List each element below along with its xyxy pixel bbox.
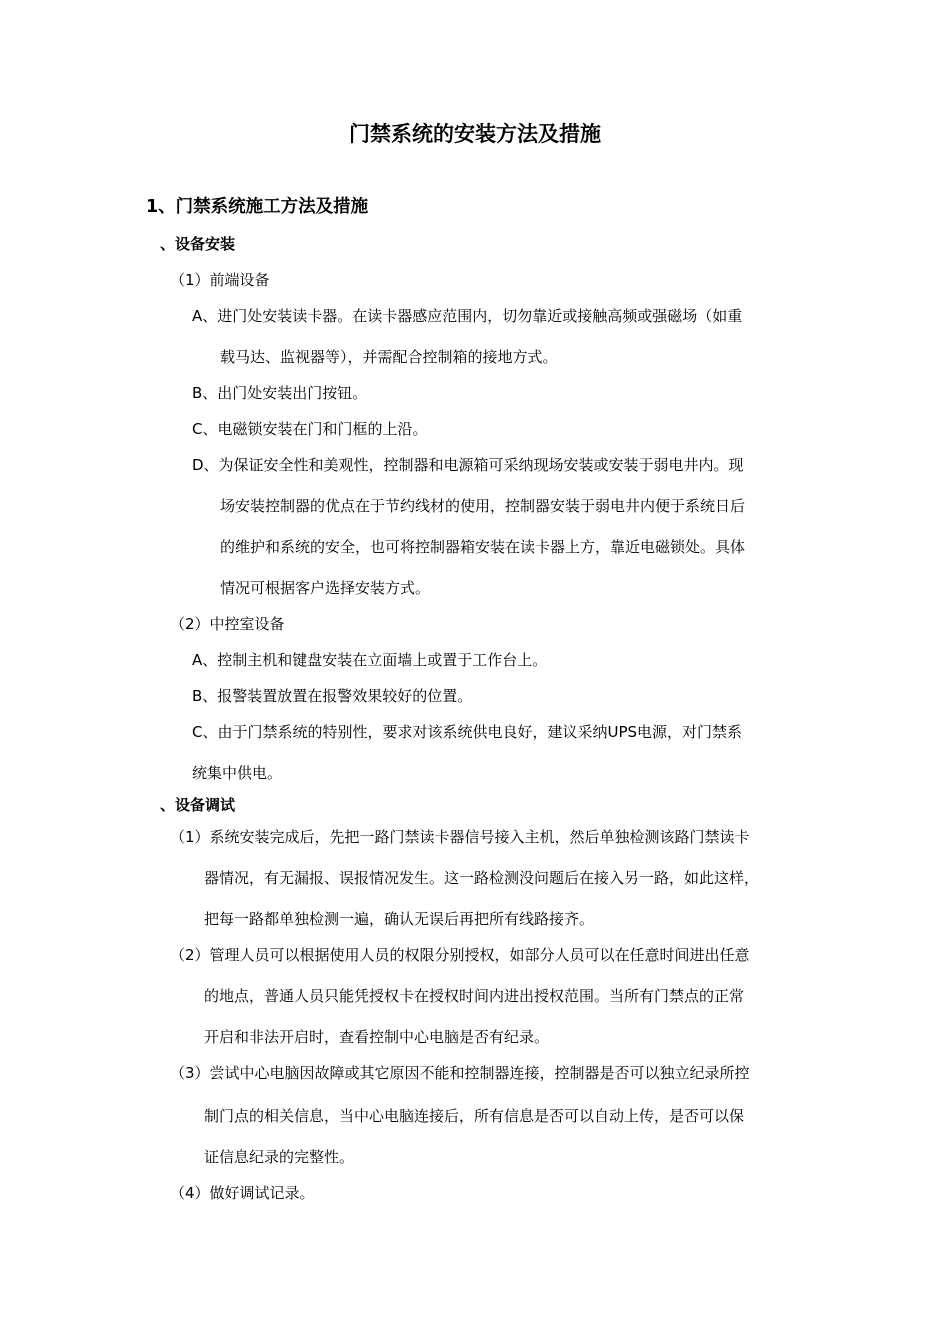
control-room-item-a: A、控制主机和键盘安装在立面墙上或置于工作台上。	[192, 651, 548, 669]
debug-step-3-line-1: （3）尝试中心电脑因故障或其它原因不能和控制器连接，控制器是否可以独立纪录所控	[170, 1064, 750, 1082]
debug-step-2-line-1: （2）管理人员可以根据使用人员的权限分别授权，如部分人员可以在任意时间进出任意	[170, 946, 750, 964]
control-room-item-c-line-2: 统集中供电。	[192, 764, 283, 782]
section-heading: 1、门禁系统施工方法及措施	[146, 197, 369, 217]
front-end-item-d-line-3: 的维护和系统的安全，也可将控制器箱安装在读卡器上方，靠近电磁锁处。具体	[220, 538, 746, 556]
control-room-label: （2）中控室设备	[170, 615, 285, 633]
front-end-item-b: B、出门处安装出门按钮。	[192, 384, 368, 402]
subsection-heading-debug: 、设备调试	[160, 796, 236, 814]
debug-step-3-line-2: 制门点的相关信息，当中心电脑连接后，所有信息是否可以自动上传，是否可以保	[204, 1107, 745, 1125]
debug-step-2-line-2: 的地点，普通人员只能凭授权卡在授权时间内进出授权范围。当所有门禁点的正常	[204, 987, 745, 1005]
front-end-item-c: C、电磁锁安装在门和门框的上沿。	[192, 420, 428, 438]
debug-step-4: （4）做好调试记录。	[170, 1184, 315, 1202]
debug-step-1-line-3: 把每一路都单独检测一遍，确认无误后再把所有线路接齐。	[204, 910, 595, 928]
debug-step-2-line-3: 开启和非法开启时，查看控制中心电脑是否有纪录。	[204, 1028, 550, 1046]
control-room-item-c-line-1: C、由于门禁系统的特别性，要求对该系统供电良好，建议采纳UPS电源，对门禁系	[192, 723, 743, 741]
subsection-heading-install: 、设备安装	[160, 235, 236, 253]
front-end-item-d-line-1: D、为保证安全性和美观性，控制器和电源箱可采纳现场安装或安装于弱电井内。现	[192, 456, 744, 474]
document-title: 门禁系统的安装方法及措施	[349, 122, 601, 146]
front-end-item-d-line-4: 情况可根据客户选择安装方式。	[220, 579, 431, 597]
front-end-item-a-line-2: 载马达、监视器等），并需配合控制箱的接地方式。	[220, 348, 558, 366]
control-room-item-b: B、报警装置放置在报警效果较好的位置。	[192, 687, 473, 705]
front-end-item-a-line-1: A、进门处安装读卡器。在读卡器感应范围内，切勿靠近或接触高频或强磁场（如重	[192, 307, 743, 325]
front-end-item-d-line-2: 场安装控制器的优点在于节约线材的使用，控制器安装于弱电井内便于系统日后	[220, 497, 746, 515]
debug-step-1-line-2: 器情况，有无漏报、误报情况发生。这一路检测没问题后在接入另一路，如此这样，	[204, 869, 760, 887]
debug-step-3-line-3: 证信息纪录的完整性。	[204, 1148, 355, 1166]
front-end-label: （1）前端设备	[170, 271, 270, 289]
debug-step-1-line-1: （1）系统安装完成后，先把一路门禁读卡器信号接入主机，然后单独检测该路门禁读卡	[170, 828, 750, 846]
